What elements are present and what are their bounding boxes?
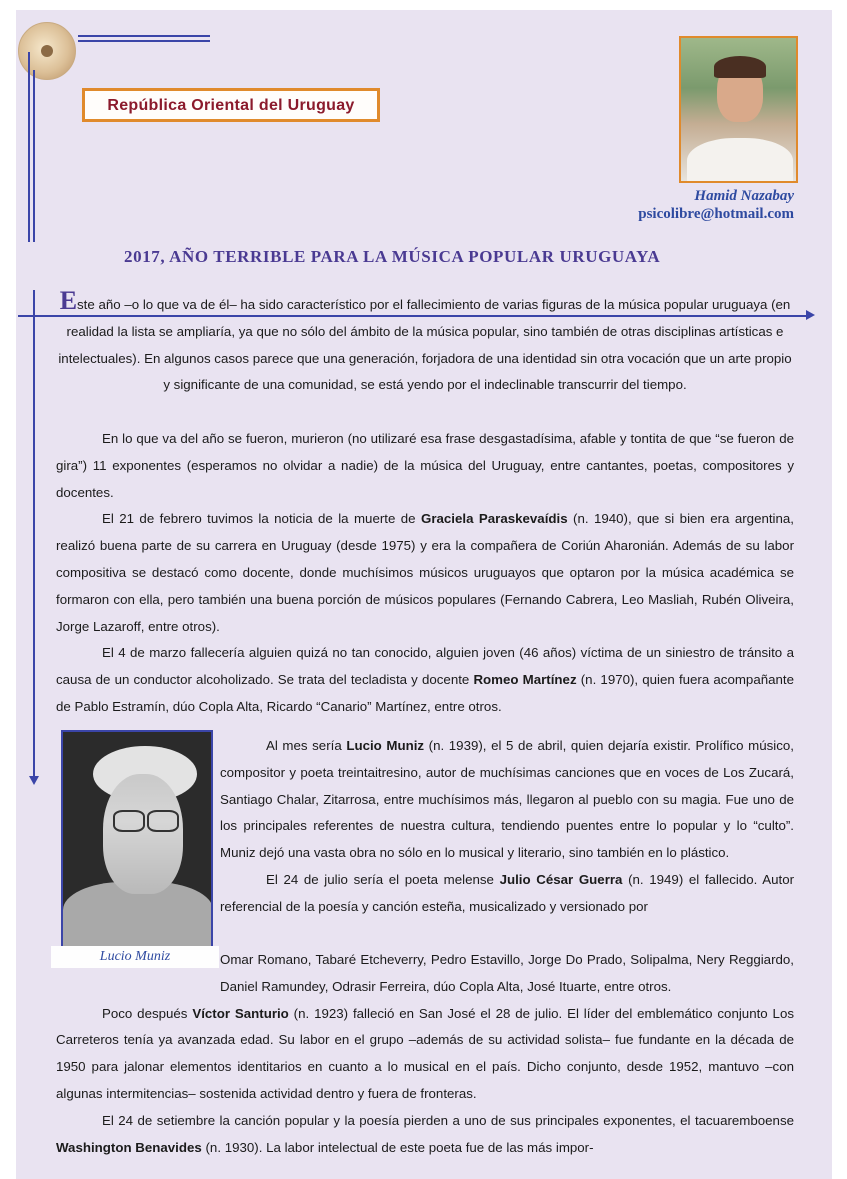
paragraph-washington-benavides: [56, 1108, 794, 1162]
person-name: Julio César Guerra: [499, 871, 623, 887]
photo-glasses-right: [147, 810, 179, 832]
text-run: El 21 de febrero tuvimos la noticia de la muerte de: [102, 511, 421, 527]
magazine-logo: [18, 22, 76, 80]
person-name: Lucio Muniz: [346, 738, 425, 753]
text-run: (n. 1923) falleció en San José el 28 de julio. El líder del emblemático conjunto Los Carreteros tenía ya avanzada edad. Su labor en el grupo –además de su actividad solista– fue fundante en la década de 1950 para jalonar elementos identitarios en cuanto a lo musical en el país. Dicho conjunto, desde 1952, mantuvo –con algunas intermitencias– sostenida actividad dentro y fuera de fronteras.: [56, 1005, 794, 1101]
header-rule-left-2: [33, 70, 35, 242]
author-email: psicolibre@hotmail.com: [638, 206, 794, 222]
photo-face: [103, 774, 183, 894]
photo-shirt: [687, 138, 793, 183]
country-label-box: [82, 88, 380, 122]
text-run: (n. 1939), el 5 de abril, quien dejaría existir. Prolífico músico, compositor y poeta treintaitresino, autor de muchísimas canciones que en voces de Los Zucará, Santiago Chalar, Zitarrosa, entre muchísimos más, llegaron al pueblo con su magia. Fue uno de los principales referentes de nuestra cultura, tendiendo puentes entre lo popular y lo “culto”. Muniz dejó una vasta obra no sólo en lo musical y literario, sino también en lo plástico.: [220, 738, 794, 861]
header-rule-left: [28, 52, 30, 242]
text-run: El 24 de setiembre la canción popular y la poesía pierden a uno de sus principales exponentes, el tacuaremboense: [102, 1112, 794, 1128]
magazine-page: [16, 10, 832, 1179]
paragraph-guerra-continued: Omar Romano, Tabaré Etcheverry, Pedro Estavillo, Jorge Do Prado, Solipalma, Nery Reggiardo, Daniel Ramundey, Odrasir Ferreira, dúo Copla Alta, José Ituarte, entre otros.: [220, 952, 794, 994]
logo-center: [41, 45, 53, 57]
text-run: (n. 1949) el fallecido. Autor referencial de la poesía y canción esteña, musicalizado y versionado por: [220, 871, 795, 914]
author-name: Hamid Nazabay: [694, 188, 794, 204]
article-body-bottom: [56, 947, 794, 1161]
person-name: Washington Benavides: [56, 1139, 202, 1155]
text-run: (n. 1930). La labor intelectual de este poeta fue de las más impor-: [201, 1139, 594, 1155]
intro-text: ste año –o lo que va de él– ha sido característico por el fallecimiento de varias figuras de la música popular uruguaya (en realidad la lista se ampliaría, ya que no sólo del ámbito de la música popular, sino también de otras disciplinas artísticas e intelectuales). En algunos casos parece que una generación, forjadora de una identidad sin otra vocación que un arte propio y significante de una comunidad, se está yendo por el indeclinable transcurrir del tiempo.: [58, 297, 792, 393]
text-run: Al mes sería: [266, 738, 347, 753]
text-run: (n. 1970), quien fuera acompañante de Pablo Estramín, dúo Copla Alta, Ricardo “Canario” Martínez, entre otros.: [56, 672, 794, 714]
paragraph-romeo-martinez: [56, 640, 794, 720]
person-name: Víctor Santurio: [192, 1005, 289, 1021]
text-run: (n. 1940), que si bien era argentina, realizó buena parte de su carrera en Uruguay (desde 1975) y era la compañera de Coriún Aharonián. Además de su labor compositiva se destacó como docente, donde muchísimos músicos uruguayos que optaron por la música académica se formaron con ella, pero también una buena porción de músicos populares (Fernando Cabrera, Leo Masliah, Rubén Oliveira, Jorge Lazaroff, entre otros).: [56, 511, 794, 634]
author-photo: [679, 36, 798, 183]
decor-arrow-vertical: [33, 290, 35, 776]
paragraph-victor-santurio: [56, 1001, 794, 1108]
decor-arrowhead-down: [29, 776, 39, 785]
text-run: Poco después: [102, 1005, 193, 1021]
photo-glasses-left: [113, 810, 145, 832]
paragraph-julio-cesar-guerra: [220, 867, 794, 921]
photo-hair: [714, 56, 766, 78]
paragraph-lucio-muniz: [220, 733, 794, 867]
intro-paragraph: [56, 286, 794, 399]
header-rule-bottom: [78, 40, 210, 42]
text-run: El 4 de marzo fallecería alguien quizá no tan conocido, alguien joven (46 años) víctima de un siniestro de tránsito a causa de un conductor alcoholizado. Se trata del tecladista y docente: [56, 645, 794, 688]
header-rule-top: [78, 35, 210, 37]
photo-caption: Lucio Muniz: [51, 946, 219, 968]
person-name: Romeo Martínez: [473, 672, 577, 688]
paragraph-deaths-count: En lo que va del año se fueron, murieron (no utilizaré esa frase desgastadísima, afable y tontita de que “se fueron de gira”) 11 exponentes (esperamos no olvidar a nadie) de la música del Uruguay, entre cantantes, poetas, compositores y docentes.: [56, 431, 794, 500]
paragraph-paraskevaidis: [56, 506, 794, 640]
country-label: República Oriental del Uruguay: [107, 97, 355, 114]
person-name: Graciela Paraskevaídis: [420, 511, 568, 527]
drop-cap: E: [59, 286, 78, 315]
article-body-wrapped: [220, 733, 794, 921]
article-body-top: [56, 426, 794, 721]
text-run: El 24 de julio sería el poeta melense: [266, 871, 500, 887]
decor-arrowhead-right: [806, 310, 815, 320]
article-title: 2017, AÑO TERRIBLE PARA LA MÚSICA POPULAR URUGUAYA: [124, 247, 661, 266]
lucio-muniz-photo: [61, 730, 213, 948]
